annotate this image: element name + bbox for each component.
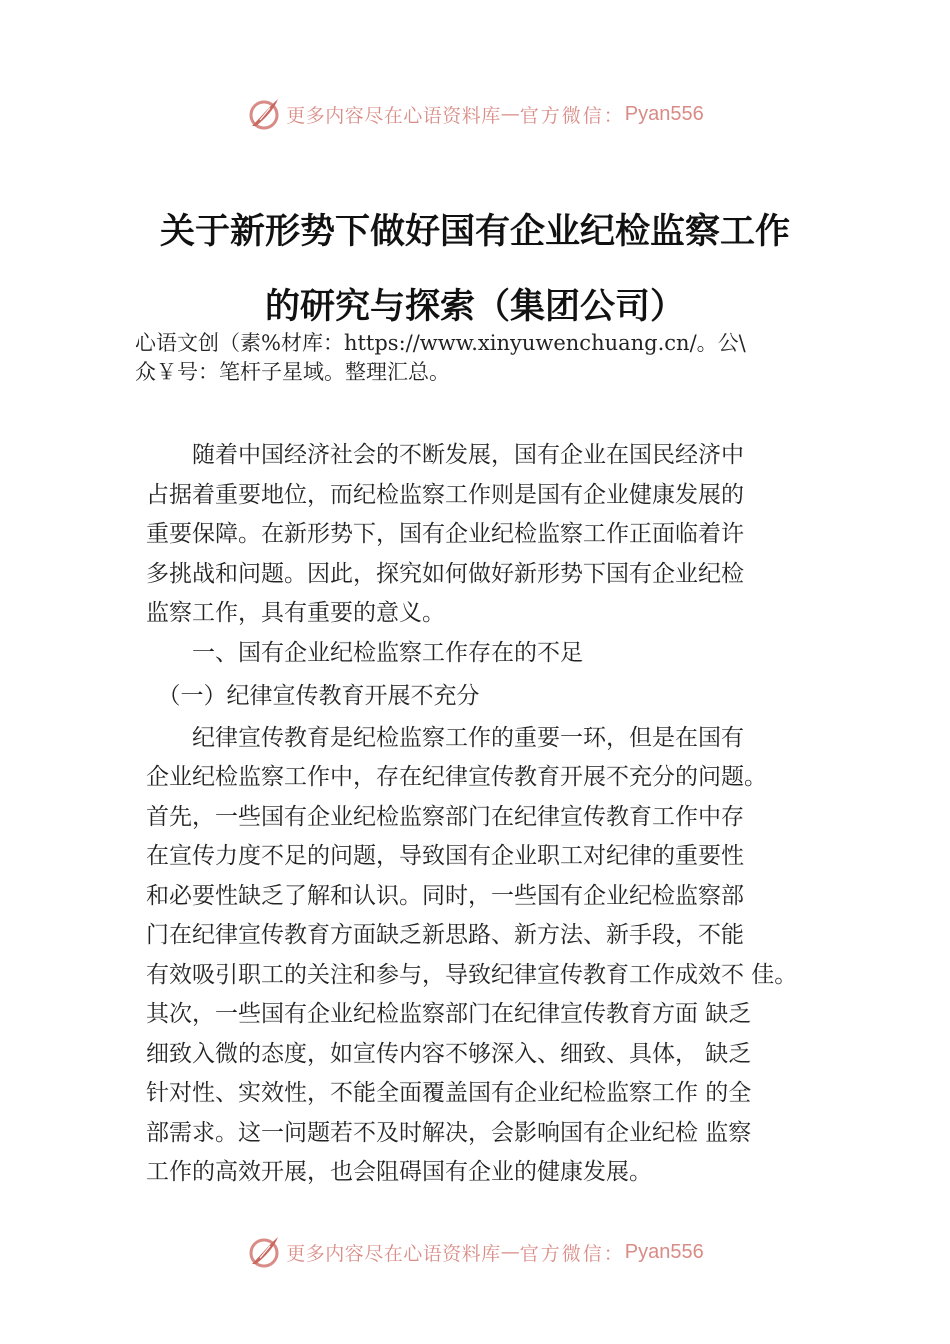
body-line: 和必要性缺乏了解和认识。同时，一些国有企业纪检监察部 [146,883,744,909]
body-line: 企业纪检监察工作中，存在纪律宣传教育开展不充分的问题。 [146,764,767,790]
banner-dash: — [500,1241,520,1263]
body-line: 首先，一些国有企业纪检监察部门在纪律宣传教育工作中存 [146,804,744,830]
banner-text: 更多内容尽在心语资料库 [286,104,501,127]
document-title-line-2: 的研究与探索（集团公司） [264,286,685,327]
header-banner [0,94,950,134]
body-line: 纪律宣传教育是纪检监察工作的重要一环，但是在国有 [146,725,744,751]
section-heading: 一、国有企业纪检监察工作存在的不足 [146,640,583,666]
document-title-line-1: 关于新形势下做好国有企业纪检监察工作 [159,211,790,252]
banner-wechat-label: 官方微信： [519,104,625,127]
body-line: 工作的高效开展，也会阻碍国有企业的健康发展。 [146,1159,652,1185]
body-line: 细致入微的态度，如宣传内容不够深入、细致、具体， 缺乏 [146,1041,752,1067]
body-line: 针对性、实效性，不能全面覆盖国有企业纪检监察工作 的全 [146,1080,752,1106]
body-line: 其次，一些国有企业纪检监察部门在纪律宣传教育方面 缺乏 [146,1001,752,1027]
banner-dash: — [500,103,520,125]
body-line: 重要保障。在新形势下，国有企业纪检监察工作正面临着许 [146,521,744,547]
source-note-line-1: 心语文创（素%材库：https://www.xinyuwenchuang.cn/。公\ [135,331,746,355]
quill-logo-icon [246,1234,282,1270]
subsection-heading: （一）纪律宣传教育开展不充分 [146,683,480,709]
body-line: 在宣传力度不足的问题，导致国有企业职工对纪律的重要性 [146,843,744,869]
body-line: 占据着重要地位，而纪检监察工作则是国有企业健康发展的 [146,482,744,508]
body-line: 随着中国经济社会的不断发展，国有企业在国民经济中 [146,442,744,468]
banner-wechat-label: 官方微信： [519,1242,625,1265]
source-note-line-2: 众￥号：笔杆子星域。整理汇总。 [135,360,450,384]
banner-wechat-id: Pyan556 [624,102,704,125]
banner-wechat-id: Pyan556 [624,1240,704,1263]
footer-banner [0,1232,950,1272]
body-line: 门在纪律宣传教育方面缺乏新思路、新方法、新手段，不能 [146,922,744,948]
body-line: 监察工作，具有重要的意义。 [146,600,445,626]
banner-text: 更多内容尽在心语资料库 [286,1242,501,1265]
quill-logo-icon [246,96,282,132]
body-line: 多挑战和问题。因此，探究如何做好新形势下国有企业纪检 [146,561,744,587]
body-line: 部需求。这一问题若不及时解决，会影响国有企业纪检 监察 [146,1120,752,1146]
body-line: 有效吸引职工的关注和参与，导致纪律宣传教育工作成效不 佳。 [146,962,798,988]
